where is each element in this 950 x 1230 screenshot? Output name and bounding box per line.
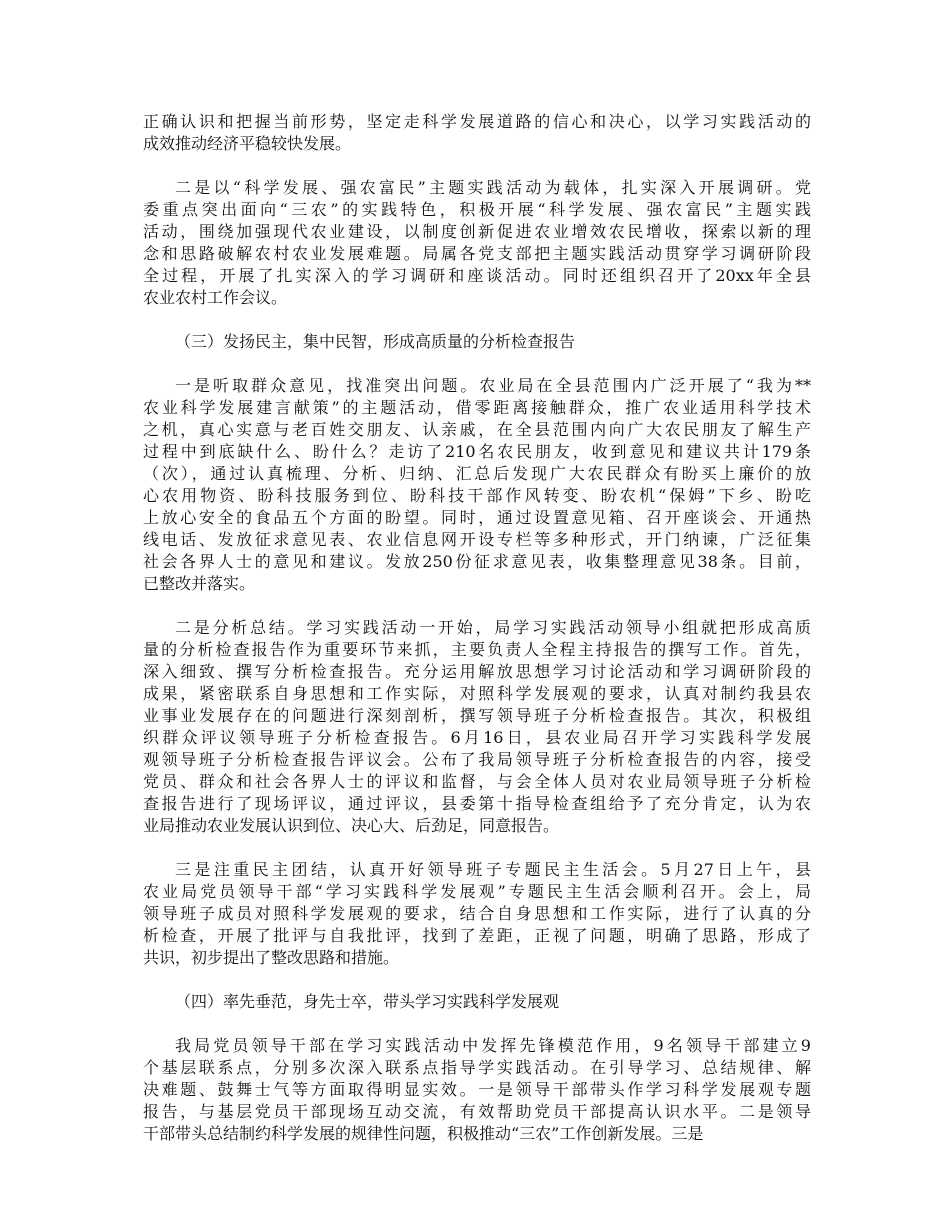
text-line: 全过程，开展了扎实深入的学习调研和座谈活动。同时还组织召开了20xx年全县 [143, 266, 811, 285]
text-line: 念和思路破解农村农业发展难题。局属各党支部把主题实践活动贯穿学习调研阶段 [143, 244, 811, 263]
text-line: 报告，与基层党员干部现场互动交流，有效帮助党员干部提高认识水平。二是领导 [143, 1102, 811, 1121]
text-line: 二是分析总结。学习实践活动一开始，局学习实践活动领导小组就把形成高质 [175, 618, 811, 637]
text-line: 量的分析检查报告作为重要环节来抓，主要负责人全程主持报告的撰写工作。首先， [143, 640, 811, 659]
text-line: 农业局党员领导干部“学习实践科学发展观”专题民主生活会顺利召开。会上，局 [143, 882, 811, 901]
text-line: 心农用物资、盼科技服务到位、盼科技干部作风转变、盼农机“保姆”下乡、盼吃 [143, 486, 811, 505]
text-line: 社会各界人士的意见和建议。发放250份征求意见表，收集整理意见38条。目前， [143, 552, 811, 571]
text-line: 一是听取群众意见，找准突出问题。农业局在全县范围内广泛开展了“我为** [175, 376, 811, 395]
text-line: 三是注重民主团结，认真开好领导班子专题民主生活会。5月27日上午，县 [175, 860, 811, 879]
text-line: （次），通过认真梳理、分析、归纳、汇总后发现广大农民群众有盼买上廉价的放 [143, 464, 811, 483]
continuation-paragraph [143, 111, 811, 155]
text-line: 织群众评议领导班子分析检查报告。6月16日，县农业局召开学习实践科学发展 [143, 728, 811, 747]
text-line: 个基层联系点，分别多次深入联系点指导学实践活动。在引导学习、总结规律、解 [143, 1058, 811, 1077]
document-page [143, 111, 811, 1167]
text-line: 党员、群众和社会各界人士的评议和监督，与会全体人员对农业局领导班子分析检 [143, 772, 811, 791]
text-line: 过程中到底缺什么、盼什么？走访了210名农民朋友，收到意见和建议共计179条 [143, 442, 811, 461]
text-line: 我局党员领导干部在学习实践活动中发挥先锋模范作用，9名领导干部建立9 [175, 1036, 811, 1055]
text-line: 业局推动农业发展认识到位、决心大、后劲足，同意报告。 [143, 816, 560, 835]
text-line: 二是以“科学发展、强农富民”主题实践活动为载体，扎实深入开展调研。党 [175, 178, 811, 197]
text-line: 农业科学发展建言献策”的主题活动，借零距离接触群众，推广农业适用科学技术 [143, 398, 811, 417]
text-line: 活动，围绕加强现代农业建设，以制度创新促进农业增效农民增收，探索以新的理 [143, 222, 811, 241]
body-paragraph [143, 859, 811, 969]
text-line: 析检查，开展了批评与自我批评，找到了差距，正视了问题，明确了思路，形成了 [143, 926, 811, 945]
text-line: 线电话、发放征求意见表、农业信息网开设专栏等多种形式，开门纳谏，广泛征集 [143, 530, 811, 549]
text-line: 决难题、鼓舞士气等方面取得明显实效。一是领导干部带头作学习科学发展观专题 [143, 1080, 811, 1099]
text-line: 干部带头总结制约科学发展的规律性问题，积极推动“三农”工作创新发展。三是 [143, 1124, 704, 1143]
section-heading: （四）率先垂范，身先士卒，带头学习实践科学发展观 [175, 992, 560, 1011]
text-line: 领导班子成员对照科学发展观的要求，结合自身思想和工作实际，进行了认真的分 [143, 904, 811, 923]
text-line: 农业农村工作会议。 [143, 288, 288, 307]
body-paragraph [143, 375, 811, 595]
text-line: 委重点突出面向“三农”的实践特色，积极开展“科学发展、强农富民”主题实践 [143, 200, 811, 219]
text-line: 查报告进行了现场评议，通过评议，县委第十指导检查组给予了充分肯定，认为农 [143, 794, 811, 813]
text-line: 观领导班子分析检查报告评议会。公布了我局领导班子分析检查报告的内容，接受 [143, 750, 811, 769]
text-line: 上放心安全的食品五个方面的盼望。同时，通过设置意见箱、召开座谈会、开通热 [143, 508, 811, 527]
text-line: 共识，初步提出了整改思路和措施。 [143, 948, 400, 967]
body-paragraph [143, 617, 811, 837]
body-paragraph [143, 1035, 811, 1145]
text-line: 成果，紧密联系自身思想和工作实际，对照科学发展观的要求，认真对制约我县农 [143, 684, 811, 703]
section-heading: （三）发扬民主，集中民智，形成高质量的分析检查报告 [175, 332, 576, 351]
body-paragraph [143, 177, 811, 309]
text-line: 之机，真心实意与老百姓交朋友、认亲戚，在全县范围内向广大农民朋友了解生产 [143, 420, 811, 439]
text-line: 业事业发展存在的问题进行深刻剖析，撰写领导班子分析检查报告。其次，积极组 [143, 706, 811, 725]
text-line: 成效推动经济平稳较快发展。 [143, 134, 352, 153]
text-line: 正确认识和把握当前形势，坚定走科学发展道路的信心和决心，以学习实践活动的 [143, 112, 811, 131]
text-line: 深入细致、撰写分析检查报告。充分运用解放思想学习讨论活动和学习调研阶段的 [143, 662, 811, 681]
text-line: 已整改并落实。 [143, 574, 256, 593]
